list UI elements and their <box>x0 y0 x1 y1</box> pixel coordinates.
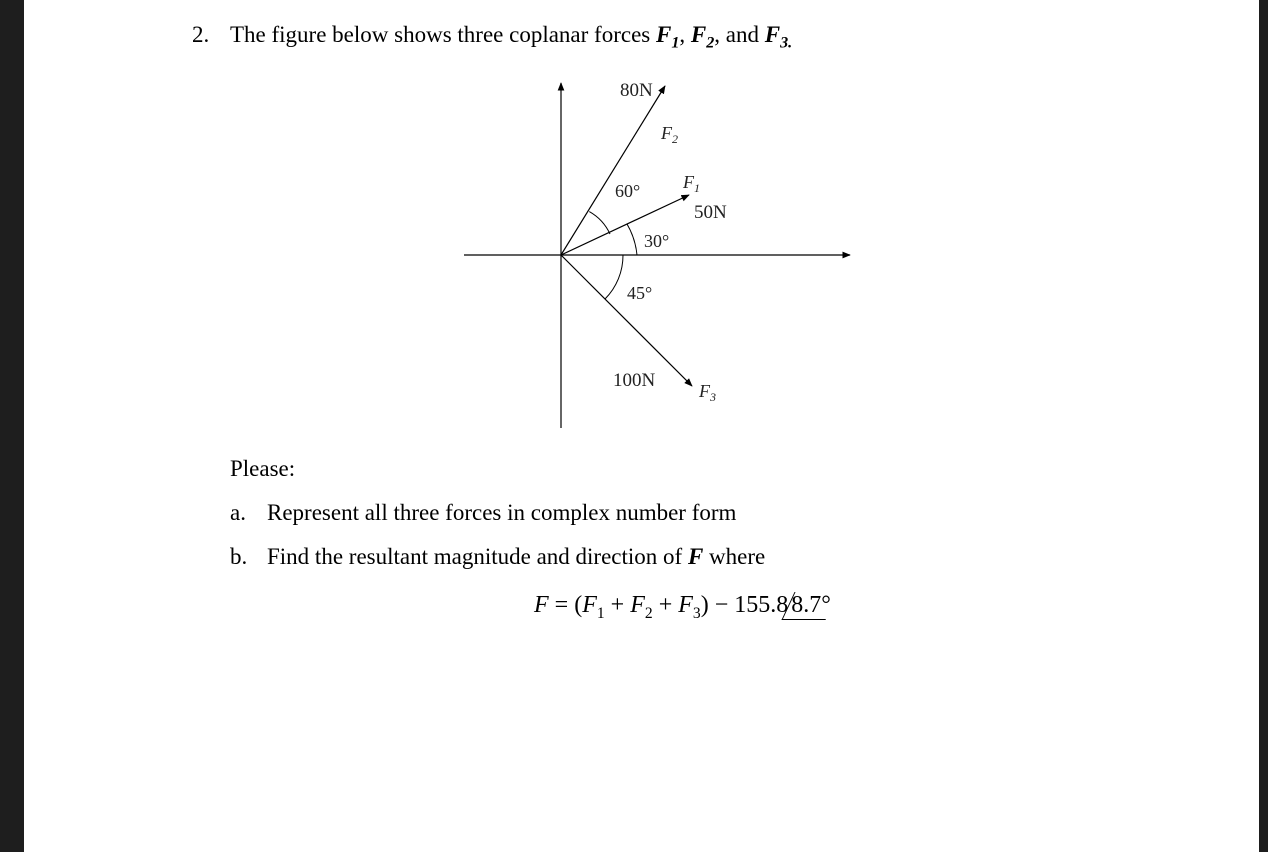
resultant-variable: F <box>687 544 704 569</box>
f2-magnitude: 80N <box>620 80 653 101</box>
f1-name: $F_1$ <box>683 172 700 195</box>
angle-symbol: 8.7° <box>782 592 839 620</box>
angle-60-arc <box>589 212 610 234</box>
document-page <box>24 0 1259 852</box>
force-f3-vector <box>561 255 692 386</box>
question-number: 2. <box>192 22 210 47</box>
force-f2-label: $F_2$ <box>690 22 715 52</box>
force-f2-vector <box>561 86 665 255</box>
question-heading: 2. The figure below shows three coplanar forces $F_1$, $F_2$, and $F_{3.}$ <box>192 22 793 52</box>
task-a-text: Represent all three forces in complex number form <box>267 500 737 525</box>
force-f1-label: $F_1$ <box>655 22 680 52</box>
question-text: The figure below shows three coplanar forces <box>230 22 656 47</box>
angle-30-label: 30° <box>644 231 670 251</box>
resultant-equation: $F = (F_1 + F_2 + F_3) - 155.8$ 8.7° <box>534 592 832 623</box>
task-b: b. Find the resultant magnitude and direction of F where <box>230 544 766 569</box>
force-f3-label: $F_{3.}$ <box>764 22 793 52</box>
task-b-letter: b. <box>230 544 248 569</box>
f2-name: $F_2$ <box>661 123 678 146</box>
angle-45-label: 45° <box>627 283 653 303</box>
task-a <box>230 500 736 526</box>
f1-magnitude: 50N <box>694 202 727 223</box>
task-a-letter: a. <box>230 500 246 525</box>
angle-45-arc <box>605 255 623 299</box>
force-f1-vector <box>561 195 689 255</box>
task-b-text: Find the resultant magnitude and direction of <box>267 544 688 569</box>
angle-30-arc <box>627 224 637 255</box>
f3-magnitude: 100N <box>613 370 656 391</box>
f3-name: $F_3$ <box>699 381 716 404</box>
please-label: Please: <box>230 456 296 481</box>
angle-60-label: 60° <box>615 181 641 201</box>
force-diagram <box>24 0 1259 852</box>
